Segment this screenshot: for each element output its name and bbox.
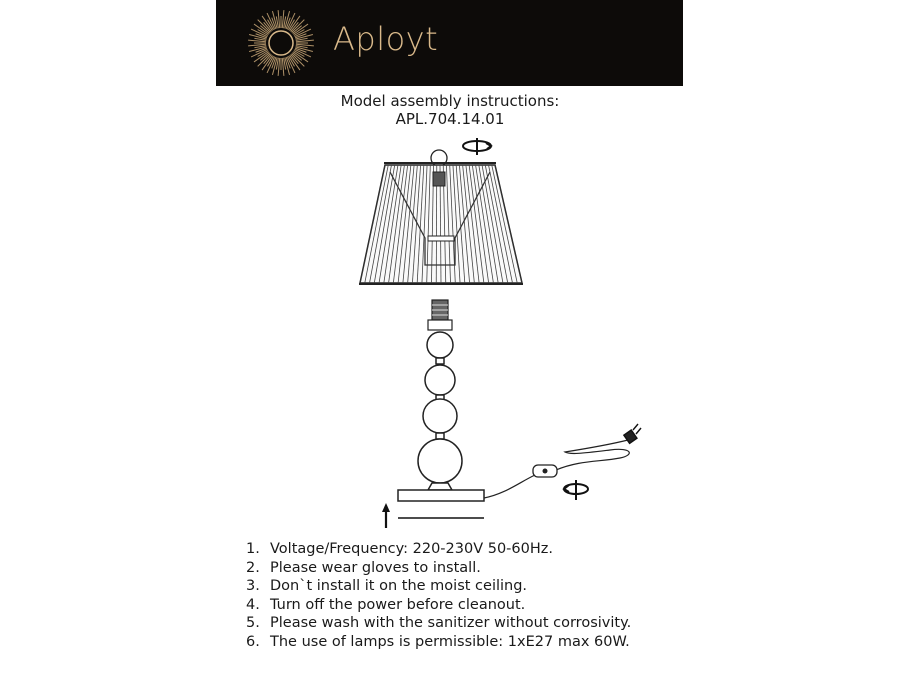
rotate-arrow-icon <box>463 138 491 155</box>
inline-switch-icon <box>533 465 557 477</box>
note-text: Turn off the power before cleanout. <box>270 596 526 613</box>
note-item <box>246 633 631 652</box>
note-text: The use of lamps is permissible: 1xE27 max 60W. <box>270 633 630 650</box>
document-title: Model assembly instructions: <box>340 92 560 110</box>
note-number: 3. <box>246 578 260 594</box>
lamp-base-icon <box>398 490 484 501</box>
note-text: Please wear gloves to install. <box>270 559 481 576</box>
lamp-body-balls <box>418 332 462 490</box>
instruction-notes <box>246 540 631 651</box>
note-number: 2. <box>246 559 260 576</box>
note-item <box>246 577 631 596</box>
note-item <box>246 596 631 615</box>
note-text: Don`t install it on the moist ceiling. <box>270 578 528 594</box>
note-item <box>246 559 631 578</box>
note-number: 4. <box>246 596 260 613</box>
note-text: Please wash with the sanitizer without corrosivity. <box>270 615 632 631</box>
note-item <box>246 614 631 633</box>
note-item <box>246 540 631 559</box>
rotate-arrow-icon <box>564 480 588 500</box>
lamp-socket-icon <box>428 300 452 330</box>
model-number: APL.704.14.01 <box>395 110 505 128</box>
note-number: 6. <box>246 633 260 650</box>
note-number: 1. <box>246 541 260 557</box>
lamp-shade-icon <box>359 163 523 284</box>
note-number: 5. <box>246 615 260 631</box>
up-arrow-icon <box>382 503 484 528</box>
brand-name: Aployt <box>333 20 439 58</box>
note-text: Voltage/Frequency: 220-230V 50-60Hz. <box>270 541 553 557</box>
